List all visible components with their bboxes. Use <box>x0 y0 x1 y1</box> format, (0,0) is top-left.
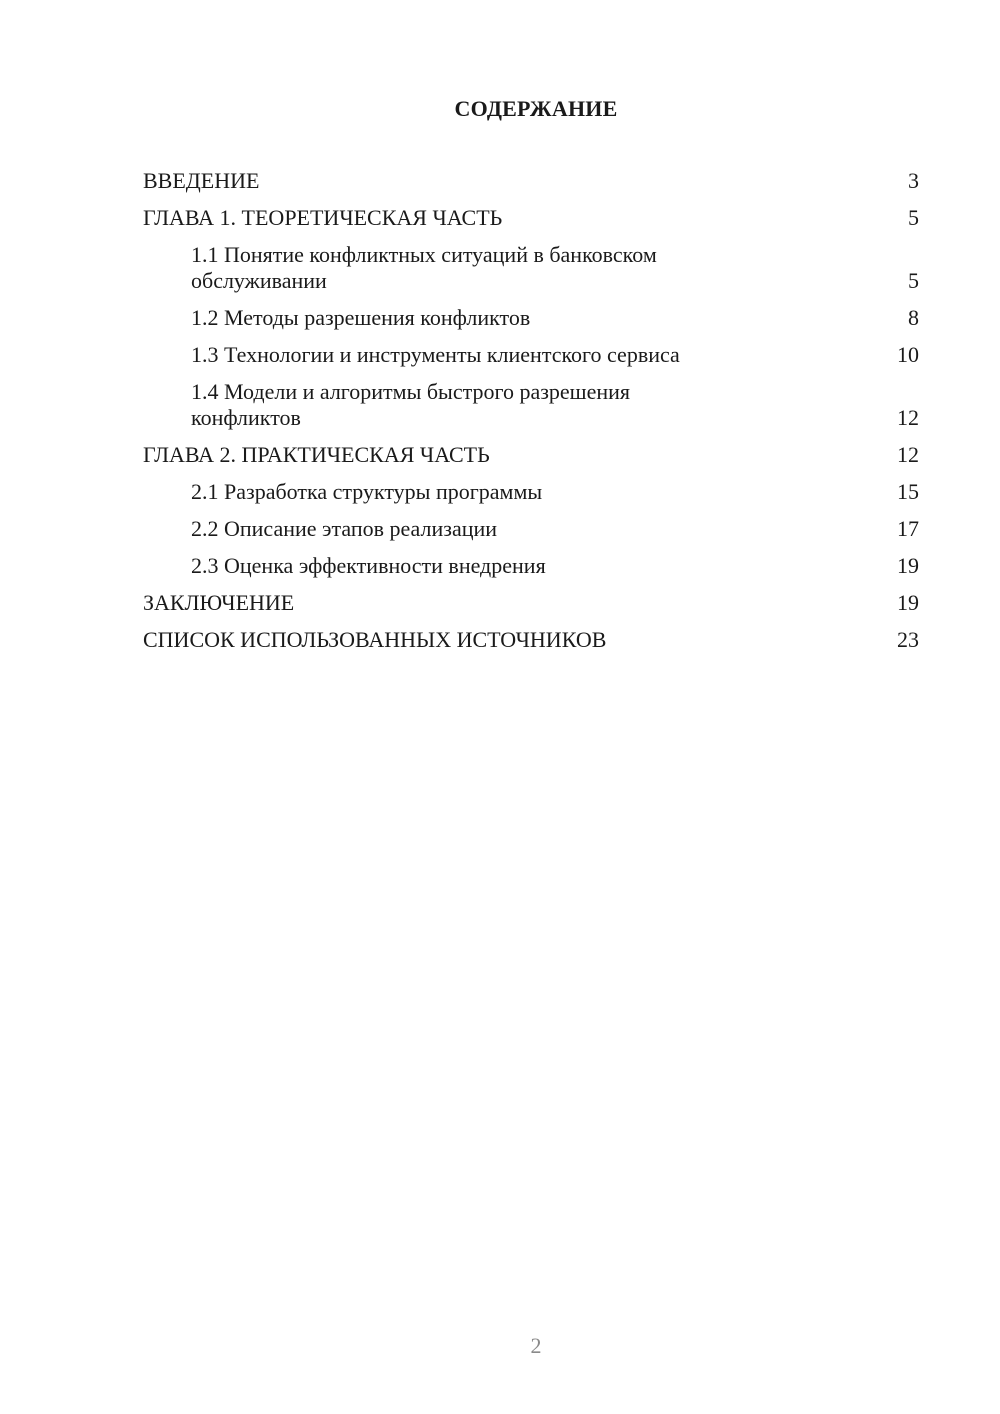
toc-entry-section-1-3 <box>143 342 919 368</box>
toc-entry-title: 1.4 Модели и алгоритмы быстрого разрешения конфликтов <box>191 379 631 430</box>
toc-entry-title: 1.2 Методы разрешения конфликтов <box>191 305 531 330</box>
toc-entry-page: 19 <box>897 553 919 578</box>
toc-entry-page: 19 <box>897 590 919 615</box>
toc-entry-page: 3 <box>908 168 919 193</box>
toc-entry-page: 17 <box>897 516 919 541</box>
toc-entry-page: 15 <box>897 479 919 504</box>
page-number: 2 <box>530 1333 542 1358</box>
toc-entry-title: СПИСОК ИСПОЛЬЗОВАННЫХ ИСТОЧНИКОВ <box>143 627 607 652</box>
toc-entry-conclusion <box>143 590 919 616</box>
toc-entry-section-1-2 <box>143 305 919 331</box>
toc-entry-chapter-2 <box>143 442 919 468</box>
toc-entry-page: 12 <box>897 405 919 430</box>
toc-entry-section-2-3 <box>143 553 919 579</box>
toc-entry-title: 2.1 Разработка структуры программы <box>191 479 543 504</box>
toc-entry-section-1-1 <box>143 242 919 294</box>
toc-entry-title: 2.2 Описание этапов реализации <box>191 516 498 541</box>
toc-entry-page: 12 <box>897 442 919 467</box>
toc-entry-title: ЗАКЛЮЧЕНИЕ <box>143 590 295 615</box>
toc-entry-introduction <box>143 168 919 194</box>
toc-entry-page: 5 <box>908 205 919 230</box>
toc-entry-section-2-1 <box>143 479 919 505</box>
toc-entry-section-2-2 <box>143 516 919 542</box>
toc-entry-title: ВВЕДЕНИЕ <box>143 168 260 193</box>
page-title: СОДЕРЖАНИЕ <box>454 96 618 121</box>
toc-entry-references <box>143 627 919 653</box>
toc-entry-page: 5 <box>908 268 919 293</box>
toc-entry-page: 10 <box>897 342 919 367</box>
toc-entry-page: 8 <box>908 305 919 330</box>
toc-entry-section-1-4 <box>143 379 919 431</box>
toc-entry-title: 1.3 Технологии и инструменты клиентского сервиса <box>191 342 680 367</box>
toc-entry-title: ГЛАВА 1. ТЕОРЕТИЧЕСКАЯ ЧАСТЬ <box>143 205 503 230</box>
toc-entry-chapter-1 <box>143 205 919 231</box>
toc-entry-page: 23 <box>897 627 919 652</box>
toc-entry-title: ГЛАВА 2. ПРАКТИЧЕСКАЯ ЧАСТЬ <box>143 442 490 467</box>
table-of-contents <box>143 168 919 664</box>
toc-entry-title: 1.1 Понятие конфликтных ситуаций в банковском обслуживании <box>191 242 657 293</box>
toc-entry-title: 2.3 Оценка эффективности внедрения <box>191 553 546 578</box>
